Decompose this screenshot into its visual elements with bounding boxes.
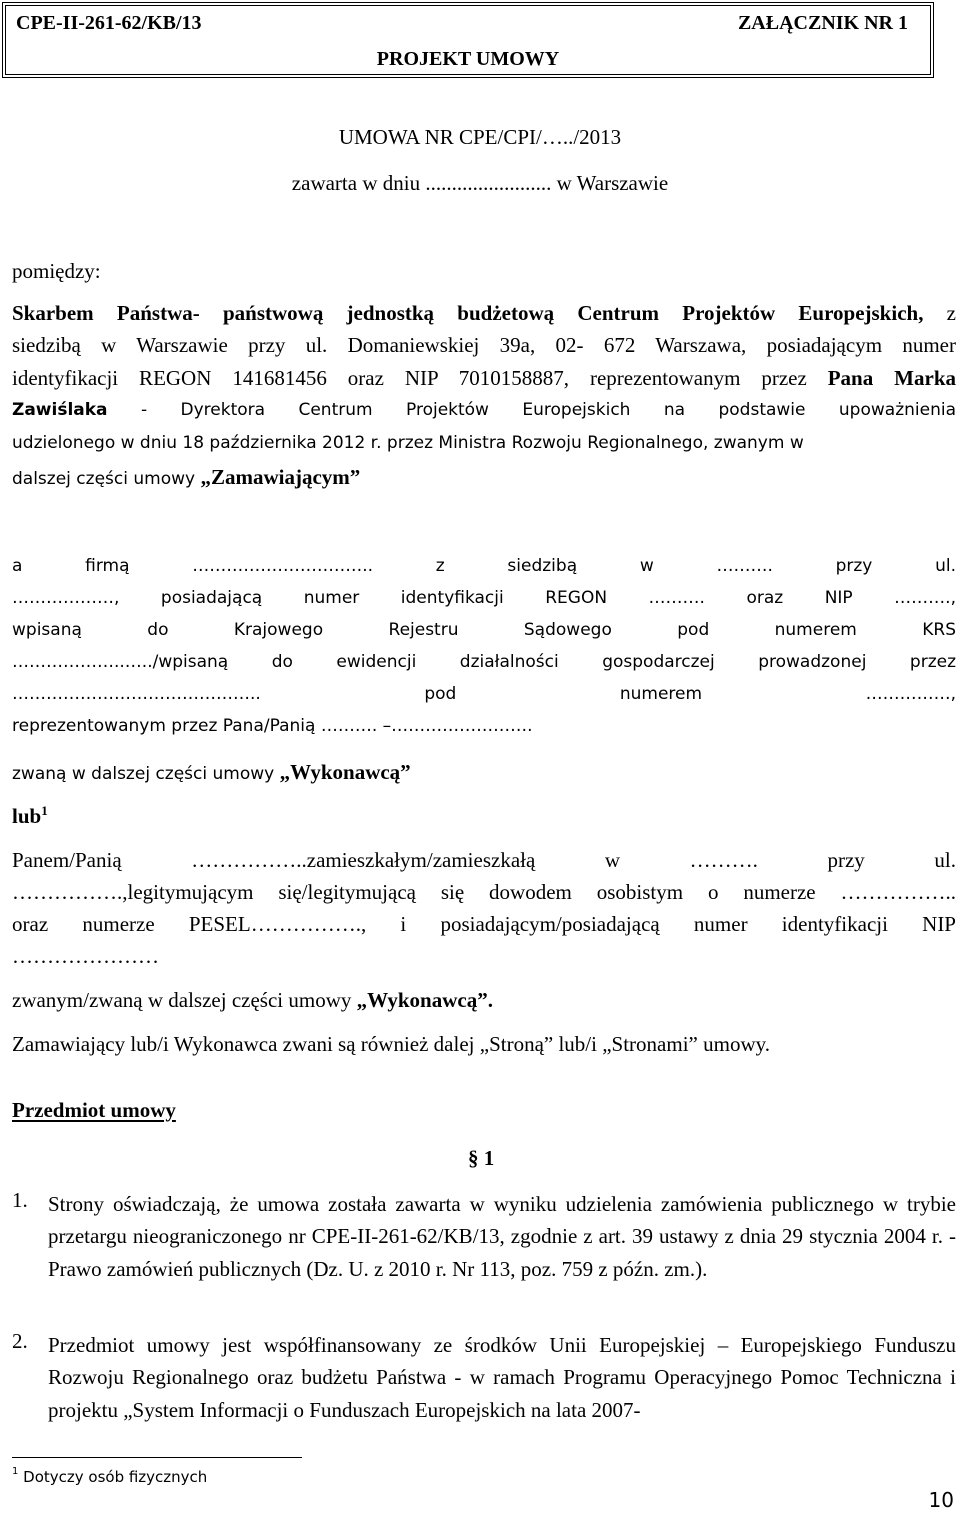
party3-line1: Panem/Panią ……………..zamieszkałym/zamieszkałą w ………. przy ul. (12, 848, 956, 872)
party2-line6: reprezentowanym przez Pana/Panią ………. –……………………. (12, 716, 533, 736)
party3-line4: ………………… (12, 944, 159, 968)
party3-line2: …………….,legitymującym się/legitymującą się dowodem osobistym o numerze …………….. (12, 880, 956, 904)
contractor-term: „Wykonawcą” (279, 760, 411, 784)
ordering-party-term: „Zamawiającym” (200, 465, 361, 489)
party1-name: Skarbem Państwa- państwową jednostką budżetową Centrum Projektów Europejskich, (12, 301, 924, 325)
document-subtitle: PROJEKT UMOWY (376, 48, 560, 70)
item-number: 2. (12, 1329, 28, 1353)
party2-line3: wpisaną do Krajowego Rejestru Sądowego pod numerem KRS (12, 620, 956, 640)
page-number: 10 (928, 1488, 954, 1512)
document-reference: CPE-II-261-62/KB/13 (16, 12, 202, 34)
party1-line3: identyfikacji REGON 141681456 oraz NIP 7010158887, reprezentowanym przez Pana Marka (12, 366, 956, 390)
contractor-term-2: „Wykonawcą”. (356, 988, 493, 1012)
party2-line5: …………………………………….. pod numerem ……………, (12, 684, 956, 704)
section-heading: Przedmiot umowy (12, 1098, 176, 1122)
or-label: lub$^1$ (12, 803, 48, 828)
party3-line3: oraz numerze PESEL……………., i posiadającym/posiadającą numer identyfikacji NIP (12, 912, 956, 936)
list-item (12, 1329, 956, 1426)
item-text: Przedmiot umowy jest współfinansowany ze środków Unii Europejskiej – Europejskiego Funduszu Rozwoju Regionalnego oraz budżetu Państwa - w ramach Programu Operacyjnego Pomoc Techniczna i projektu „System Informacji o Funduszach Europejskich na lata 2007- (48, 1333, 956, 1422)
footnote: $^1$ Dotyczy osób fizycznych (12, 1466, 208, 1486)
party1-line6: dalszej części umowy „Zamawiającym” (12, 465, 361, 489)
party2-line7: zwaną w dalszej części umowy „Wykonawcą” (12, 760, 411, 784)
footnote-divider (12, 1457, 302, 1458)
party2-line1: a firmą ………………………….. z siedzibą w ………. przy ul. (12, 556, 956, 576)
annex-label: ZAŁĄCZNIK NR 1 (737, 12, 908, 34)
representative-name: Pana Marka (827, 366, 956, 390)
header-box (2, 2, 934, 78)
parties-definition: Zamawiający lub/i Wykonawca zwani są również dalej „Stroną” lub/i „Stronami” umowy. (12, 1032, 770, 1056)
footnote-mark: 1 (12, 1466, 19, 1477)
party1-line1: Skarbem Państwa- państwową jednostką budżetową Centrum Projektów Europejskich, z (12, 301, 957, 325)
footnote-ref: 1 (41, 803, 48, 818)
item-text: Strony oświadczają, że umowa została zawarta w wyniku udzielenia zamówienia publicznego w trybie przetargu nieograniczonego nr CPE-II-261-62/KB/13, zgodnie z art. 39 ustawy z dnia 29 stycznia 2004 r. - Prawo zamówień publicznych (Dz. U. z 2010 r. Nr 113, poz. 759 z późn. zm.). (48, 1192, 956, 1281)
between-label: pomiędzy: (12, 259, 101, 283)
party3-line5: zwanym/zwaną w dalszej części umowy „Wykonawcą”. (12, 988, 493, 1012)
list-item (12, 1188, 956, 1285)
party2-line4: ………………..…../wpisaną do ewidencji działalności gospodarczej prowadzonej przez (12, 652, 956, 672)
party1-line2: siedzibą w Warszawie przy ul. Domaniewskiej 39a, 02- 672 Warszawa, posiadającym numer (12, 333, 956, 357)
conclusion-line: zawarta w dniu ........................ w Warszawie (291, 171, 669, 195)
party1-line4: Zawiślaka - Dyrektora Centrum Projektów Europejskich na podstawie upoważnienia (12, 400, 956, 420)
paragraph-mark: § 1 (468, 1146, 495, 1170)
party2-line2: ………………, posiadającą numer identyfikacji REGON ………. oraz NIP ………., (12, 588, 956, 608)
party1-line5-a: udzielonego w dniu 18 października 2012 r. przez Ministra Rozwoju Regionalnego, zwanym w (12, 433, 804, 453)
contract-number: UMOWA NR CPE/CPI/…../2013 (338, 125, 622, 149)
item-number: 1. (12, 1188, 28, 1212)
